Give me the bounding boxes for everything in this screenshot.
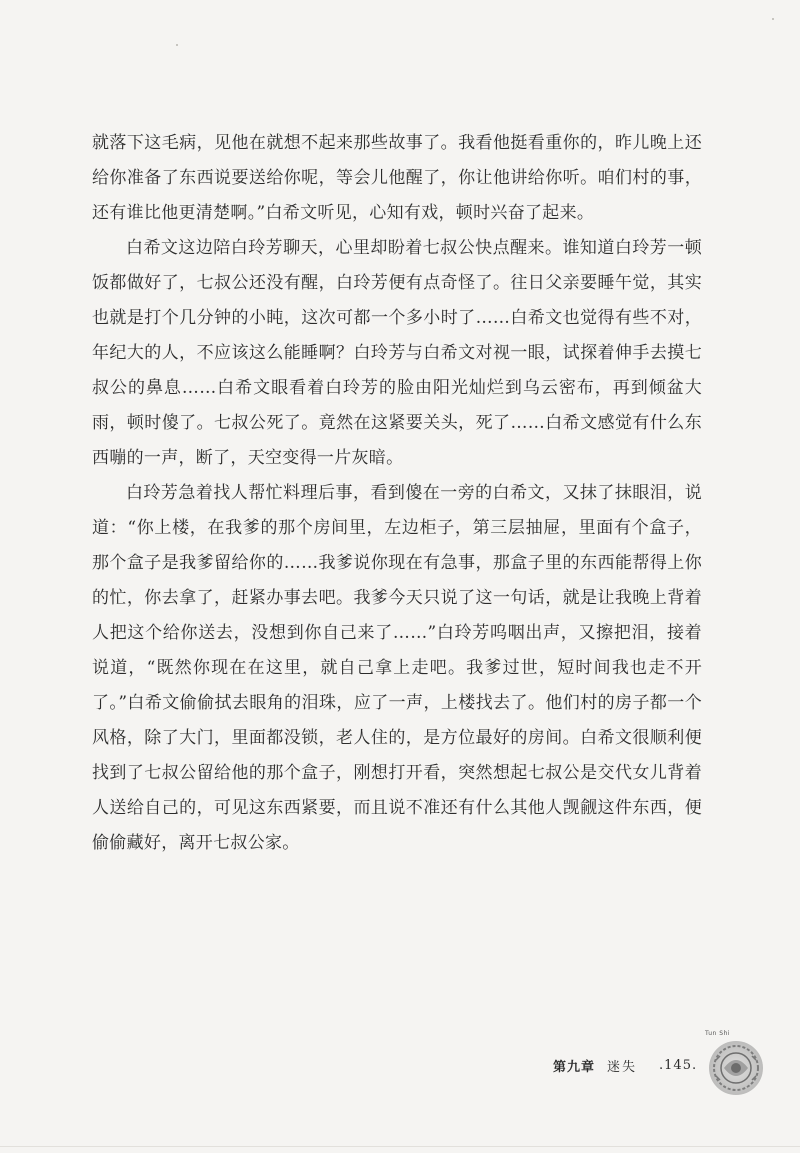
- chapter-title: 迷失: [607, 1059, 638, 1075]
- paragraph-2: 白希文这边陪白玲芳聊天，心里却盼着七叔公快点醒来。谁知道白玲芳一顿饭都做好了，七叔公还没有醒，白玲芳便有点奇怪了。往日父亲要睡午觉，其实也就是打个几分钟的小盹，这次可都一个多小时了……白希文也觉得有些不对，年纪大的人，不应该这么能睡啊？白玲芳与白希文对视一眼，试探着伸手去摸七叔公的鼻息……白希文眼看着白玲芳的脸由阳光灿烂到乌云密布，再到倾盆大雨，顿时傻了。七叔公死了。竟然在这紧要关头，死了……白希文感觉有什么东西嘣的一声，断了，天空变得一片灰暗。: [92, 238, 702, 468]
- chapter-label: 第九章: [553, 1059, 596, 1075]
- scan-artifact: [176, 44, 178, 46]
- body-text: [92, 126, 702, 861]
- paragraph-3: 白玲芳急着找人帮忙料理后事，看到傻在一旁的白希文，又抹了抹眼泪，说道：“你上楼，在我爹的那个房间里，左边柜子，第三层抽屉，里面有个盒子，那个盒子是我爹留给你的……我爹说你现在有急事，那盒子里的东西能帮得上你的忙，你去拿了，赶紧办事去吧。我爹今天只说了这一句话，就是让我晚上背着人把这个给你送去，没想到你自己来了……”白玲芳呜咽出声，又擦把泪，接着说道，“既然你现在在这里，就自己拿上走吧。我爹过世，短时间我也走不开了。”白希文偷偷拭去眼角的泪珠，应了一声，上楼找去了。他们村的房子都一个风格，除了大门，里面都没锁，老人住的，是方位最好的房间。白希文很顺利便找到了七叔公留给他的那个盒子，刚想打开看，突然想起七叔公是交代女儿背着人送给自己的，可见这东西紧要，而且说不准还有什么其他人觊觎这件东西，便偷偷藏好，离开七叔公家。: [92, 483, 702, 853]
- page-footer: [553, 1055, 697, 1075]
- scan-artifact: [772, 18, 774, 20]
- page-edge-line: [0, 1146, 800, 1147]
- page-number: .145.: [659, 1057, 698, 1073]
- seal-caption: Tun Shi: [705, 1030, 731, 1037]
- decorative-seal-icon: [704, 1030, 768, 1100]
- paragraph-1: 就落下这毛病，见他在就想不起来那些故事了。我看他挺看重你的，昨儿晚上还给你准备了东西说要送给你呢，等会儿他醒了，你让他讲给你听。咱们村的事，还有谁比他更清楚啊。”白希文听见，心知有戏，顿时兴奋了起来。: [92, 133, 702, 223]
